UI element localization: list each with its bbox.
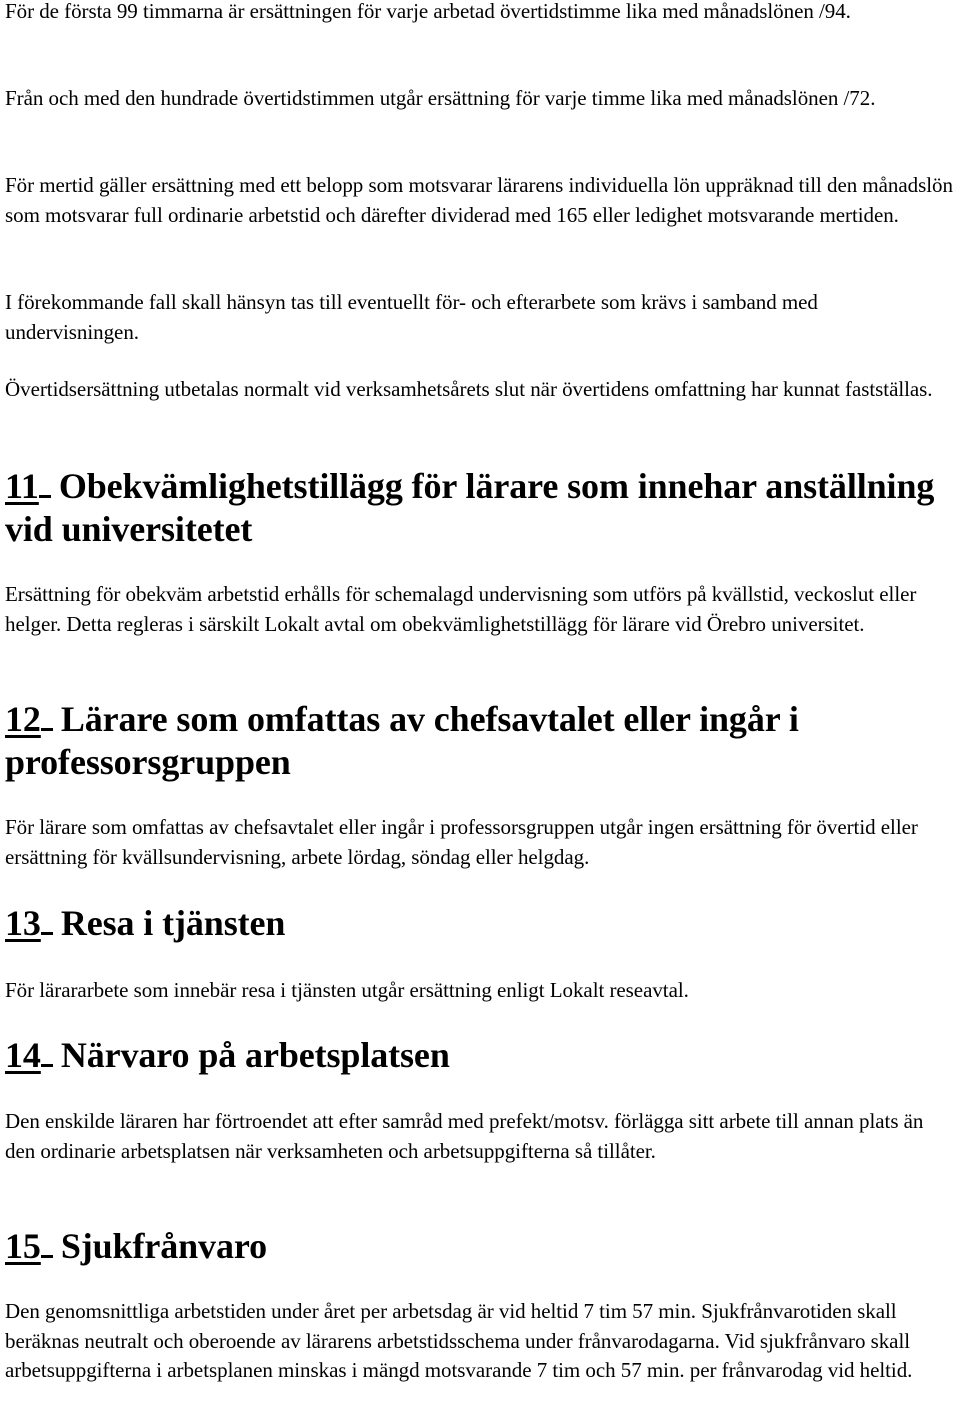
heading-underline-gap [39, 492, 51, 498]
section-heading-12 [5, 698, 957, 784]
section-title-11: Obekvämlighetstillägg för lärare som innehar anställning vid universitetet [5, 466, 935, 549]
heading-underline-gap [41, 725, 53, 731]
section-number-15: 15 [5, 1226, 41, 1266]
section-heading-14 [5, 1034, 957, 1077]
section-number-13: 13 [5, 903, 41, 943]
heading-underline-gap [41, 929, 53, 935]
section-title-13: Resa i tjänsten [60, 903, 286, 943]
paragraph-overtime-from-100: Från och med den hundrade övertidstimmen utgår ersättning för varje timme lika med månadslönen /72. [5, 86, 876, 110]
section-body-13: För lärararbete som innebär resa i tjänsten utgår ersättning enligt Lokalt reseavtal. [5, 978, 689, 1002]
section-body-11: Ersättning för obekväm arbetstid erhålls för schemalagd undervisning som utförs på kvällstid, veckoslut eller helger. Detta regleras i särskilt Lokalt avtal om obekvämlighetstillägg för lärare vid Örebro universitet. [5, 582, 917, 636]
paragraph-mertid: För mertid gäller ersättning med ett belopp som motsvarar lärarens individuella lön uppräknad till den månadslön som motsvarar full ordinarie arbetstid och därefter dividerad med 165 eller ledighet motsvarande mertiden. [5, 173, 953, 227]
section-heading-11 [5, 465, 957, 551]
section-heading-15 [5, 1225, 957, 1268]
section-title-15: Sjukfrånvaro [60, 1226, 267, 1266]
paragraph-overtime-payment: Övertidsersättning utbetalas normalt vid verksamhetsårets slut när övertidens omfattning har kunnat fastställas. [5, 377, 933, 401]
section-body-15: Den genomsnittliga arbetstiden under året per arbetsdag är vid heltid 7 tim 57 min. Sjukfrånvarotiden skall beräknas neutralt och oberoende av lärarens arbetstidsschema under frånvarodagarna. Vid sjukfrånvaro skall arbetsuppgifterna i arbetsplanen minskas i mängd motsvarande 7 tim och 57 min. per frånvarodag vid heltid. [5, 1299, 913, 1382]
heading-underline-gap [41, 1061, 53, 1067]
paragraph-overtime-first-99: För de första 99 timmarna är ersättningen för varje arbetad övertidstimme lika med månadslönen /94. [5, 0, 851, 23]
section-body-12: För lärare som omfattas av chefsavtalet eller ingår i professorsgruppen utgår ingen ersättning för övertid eller ersättning för kvällsundervisning, arbete lördag, söndag eller helgdag. [5, 815, 918, 869]
section-number-14: 14 [5, 1035, 41, 1075]
section-body-14: Den enskilde läraren har förtroendet att efter samråd med prefekt/motsv. förlägga sitt arbete till annan plats än den ordinarie arbetsplatsen när verksamheten och arbetsuppgifterna så tillåter. [5, 1109, 924, 1163]
section-heading-13 [5, 902, 957, 945]
section-number-12: 12 [5, 699, 41, 739]
section-title-14: Närvaro på arbetsplatsen [60, 1035, 450, 1075]
paragraph-pre-post-work: I förekommande fall skall hänsyn tas till eventuellt för- och efterarbete som krävs i samband med undervisningen. [5, 290, 818, 344]
section-number-11: 11 [5, 466, 39, 506]
section-title-12: Lärare som omfattas av chefsavtalet eller ingår i professorsgruppen [5, 699, 799, 782]
heading-underline-gap [41, 1252, 53, 1258]
